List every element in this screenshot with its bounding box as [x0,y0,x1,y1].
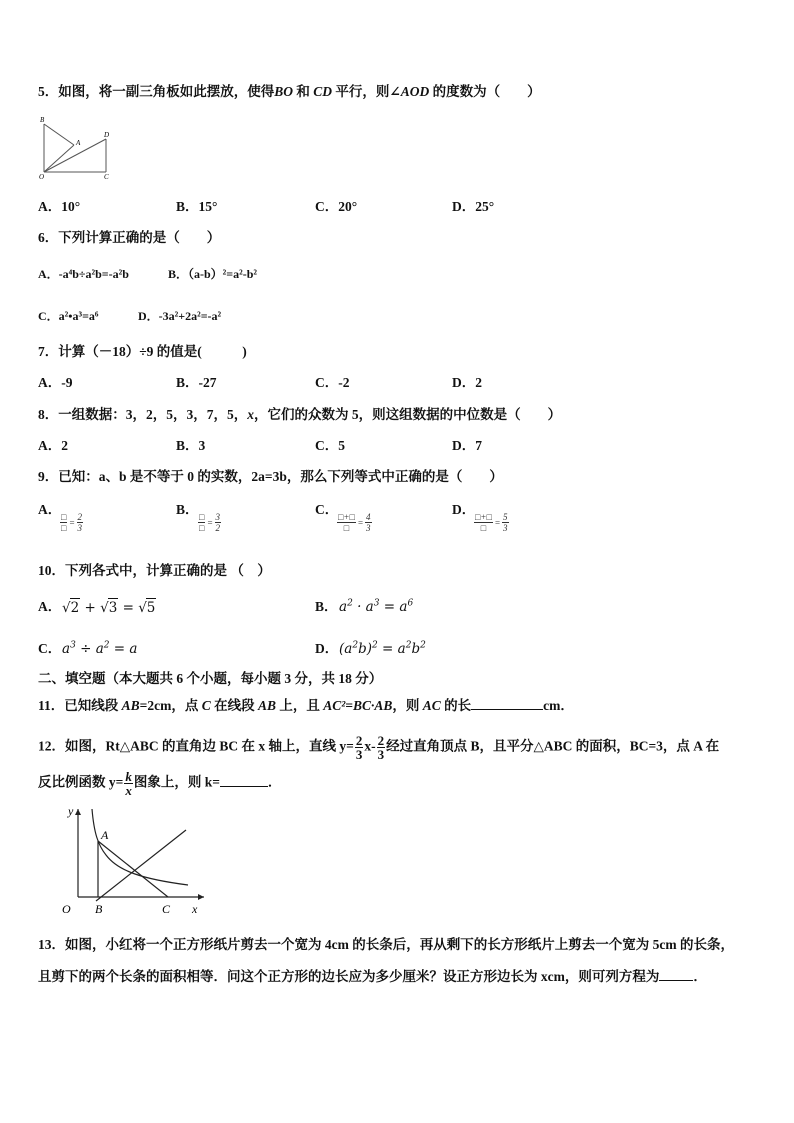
q11-c: C [201,698,211,713]
q9-option-c-label[interactable]: C． [315,502,339,517]
q11-mid2: 在线段 [210,698,258,713]
q8-stem-pre: 8．一组数据：3，2，5，3，7，5， [38,407,248,422]
q7-option-b[interactable]: B．-27 [176,375,217,390]
q12-line1 [38,734,719,761]
q10-b-base-3: a [399,599,408,615]
q5-label-o: O [39,173,45,180]
q9-d-rhs-den: 3 [503,523,508,533]
q9-option-a-expr: $\frac{□}{□}$ = $\frac{2}{3}$ [61,512,83,533]
q9-option-d-expr: $\frac{□+□}{□}$ = $\frac{5}{3}$ [475,512,508,533]
q10-option-b-expr: $a^2 \cdot a^3 = a^6$ [339,598,414,615]
q5-stem [38,83,541,101]
q5-triangle-figure [36,114,116,180]
q12-frac-2-den: 3 [377,747,385,762]
q9-d-lhs-den: □ [480,523,487,533]
q5-option-d[interactable]: D．25° [452,199,495,214]
q12-label-a: A [101,828,109,842]
q5-label-d: D [104,131,110,139]
q5-stem-post: 的度数为（ ） [429,84,541,99]
q7-option-d[interactable]: D．2 [452,375,482,390]
q8-option-d[interactable]: D．7 [452,438,482,453]
q13-l2-pre: 且剪下的两个长条的面积相等．问这个正方形的边长应为多少厘米？设正方形边长为 xcm，则可列方程为 [38,969,660,984]
q5-option-c[interactable]: C．20° [315,199,358,214]
q6-option-c[interactable]: C．a²•a³=a⁶ [38,309,99,323]
q10-option-d-label[interactable]: D． [315,641,339,656]
q12-label-x: x [192,902,198,916]
q10-c-base-1: a [62,641,71,657]
q9-c-rhs-den: 3 [366,523,371,533]
q10-a-radicand-1: 2 [70,600,80,616]
q7-option-c[interactable]: C．-2 [315,375,350,390]
q10-option-a-expr: √2 + √3 = √5 [62,600,156,616]
q5-and: 和 [293,84,314,99]
q8-x: x [247,407,254,422]
q8-option-a[interactable]: A．2 [38,438,68,453]
q5-label-a: A [76,139,81,147]
q9-d-lhs-num: □+□ [475,512,492,522]
q10-d-base-2: a [397,641,406,657]
q10-c-base-2: a [95,641,104,657]
q13-line2 [38,968,707,986]
q9-stem: 9．已知：a、b 是不等于 0 的实数，2a=3b，那么下列等式中正确的是（ ） [38,469,503,484]
q5-stem-pre: 5．如图，将一副三角板如此摆放，使得 [38,84,275,99]
q9-c-rhs [365,512,372,533]
q10-a-radicand-2: 3 [108,600,118,616]
q9-a-rhs-den: 3 [77,523,83,533]
q10-d-base-1: a [344,641,353,657]
q9-c-lhs [337,512,356,533]
q11-ab2: AB [257,698,276,713]
q12-line2 [38,770,281,797]
q10-b-base-2: a [365,599,374,615]
q9-b-lhs-num: □ [199,512,205,522]
q10-option-d-expr: $(a^2b)^2 = a^2b^2$ [339,640,426,657]
q10-b-base-1: a [339,599,348,615]
q9-a-lhs [60,512,67,533]
q7-option-a[interactable]: A．-9 [38,375,73,390]
q9-a-rhs [77,512,84,533]
q11-ac: AC [422,698,441,713]
q12-l1-post: 经过直角顶点 B，且平分△ABC 的面积，BC=3，点 A 在 [386,738,720,754]
q13-line1: 13．如图，小红将一个正方形纸片剪去一个宽为 4cm 的长条后，再从剩下的长方形纸片上剪去一个宽为 5cm 的长条， [38,937,734,952]
q12-frac-1-num: 2 [355,733,363,748]
q12-frac-1 [355,734,364,761]
q10-c-base-3: a [129,641,138,657]
q12-frac-k-num: k [125,769,132,784]
q5-stem-mid: 平行，则 [332,84,390,99]
q11-mid5: 的长 [440,698,472,713]
q11-stem [38,697,574,715]
q12-label-o: O [62,902,71,916]
q13-answer-blank[interactable] [659,980,693,981]
q9-c-rhs-num: 4 [366,512,371,522]
q9-option-b-expr: $\frac{□}{□}$ = $\frac{3}{2}$ [199,512,221,533]
q12-label-y: y [68,805,74,818]
q9-option-c-expr: $\frac{□+□}{□}$ = $\frac{4}{3}$ [338,512,371,533]
q11-pre: 11．已知线段 [38,698,122,713]
q9-b-rhs [215,512,222,533]
q12-label-c: C [162,902,171,916]
q6-option-d[interactable]: D．-3a²+2a²=-a² [138,309,222,323]
q6-option-a[interactable]: A．-a⁴b÷a²b=-a²b [38,267,129,281]
q10-stem: 10．下列各式中，计算正确的是 （ ） [38,563,271,578]
q9-b-lhs [198,512,205,533]
q9-option-d-label[interactable]: D． [452,502,476,517]
q9-b-rhs-num: 3 [215,512,221,522]
q10-option-c-expr: $a^3 \div a^2 = a$ [62,640,138,657]
q9-a-rhs-num: 2 [77,512,83,522]
q11-mid4: ，则 [392,698,423,713]
q6-stem: 6．下列计算正确的是（ ） [38,230,221,245]
q9-option-b-label[interactable]: B． [176,502,199,517]
q9-b-lhs-den: □ [199,523,205,533]
q8-option-b[interactable]: B．3 [176,438,206,453]
q9-option-a-label[interactable]: A． [38,502,62,517]
q13-l2-end: ． [693,969,707,984]
q5-cd: CD [313,84,333,99]
q9-c-lhs-num: □+□ [338,512,355,522]
section-2-title: 二、填空题（本大题共 6 个小题，每小题 3 分，共 18 分） [38,671,383,686]
q5-aod: ∠AOD [389,84,430,99]
q8-stem [38,406,561,424]
q12-l1-pre: 12．如图，Rt△ABC 的直角边 BC 在 x 轴上，直线 y= [38,738,354,754]
q12-l2-post: 图象上，则 k= [133,774,220,790]
q12-label-b: B [95,902,103,916]
q9-a-lhs-num: □ [61,512,67,522]
q5-label-b: B [40,116,45,124]
q11-post: cm． [543,698,574,713]
q6-option-b[interactable]: B．（a-b）²=a²-b² [168,267,257,281]
q12-frac-2-num: 2 [377,733,385,748]
q10-option-c-label[interactable]: C． [38,641,62,656]
q8-option-c[interactable]: C．5 [315,438,345,453]
q12-frac-1-den: 3 [355,747,363,762]
q9-d-rhs-num: 5 [503,512,508,522]
q11-answer-blank[interactable] [471,709,543,710]
q9-b-rhs-den: 2 [215,523,221,533]
q11-mid3: 上，且 [276,698,324,713]
q12-l2-pre: 反比例函数 y= [38,774,124,790]
q12-answer-blank[interactable] [220,786,268,787]
q9-d-rhs [502,512,509,533]
q10-a-radicand-3: 5 [146,600,156,616]
q12-l1-x: x- [364,738,376,754]
q12-l2-end: ． [267,774,282,790]
q5-label-c: C [104,173,109,180]
q10-option-a-label[interactable]: A． [38,599,62,614]
q12-frac-k [124,770,133,797]
q5-bo: BO [274,84,294,99]
q5-option-b[interactable]: B．15° [176,199,218,214]
q7-stem: 7．计算（－18）÷9 的值是( ) [38,344,247,359]
q5-option-a[interactable]: A．10° [38,199,81,214]
q12-graph-figure [58,805,208,920]
q10-option-b-label[interactable]: B． [315,599,338,614]
q9-d-lhs [474,512,493,533]
q8-stem-post: ，它们的众数为 5，则这组数据的中位数是（ ） [254,407,562,422]
q11-ab: AB [121,698,140,713]
q12-frac-2 [377,734,386,761]
q9-a-lhs-den: □ [61,523,67,533]
q9-c-lhs-den: □ [343,523,350,533]
q11-mid1: =2cm，点 [139,698,202,713]
q11-expr: AC²=BC·AB [323,698,393,713]
q12-frac-k-den: x [125,783,132,798]
